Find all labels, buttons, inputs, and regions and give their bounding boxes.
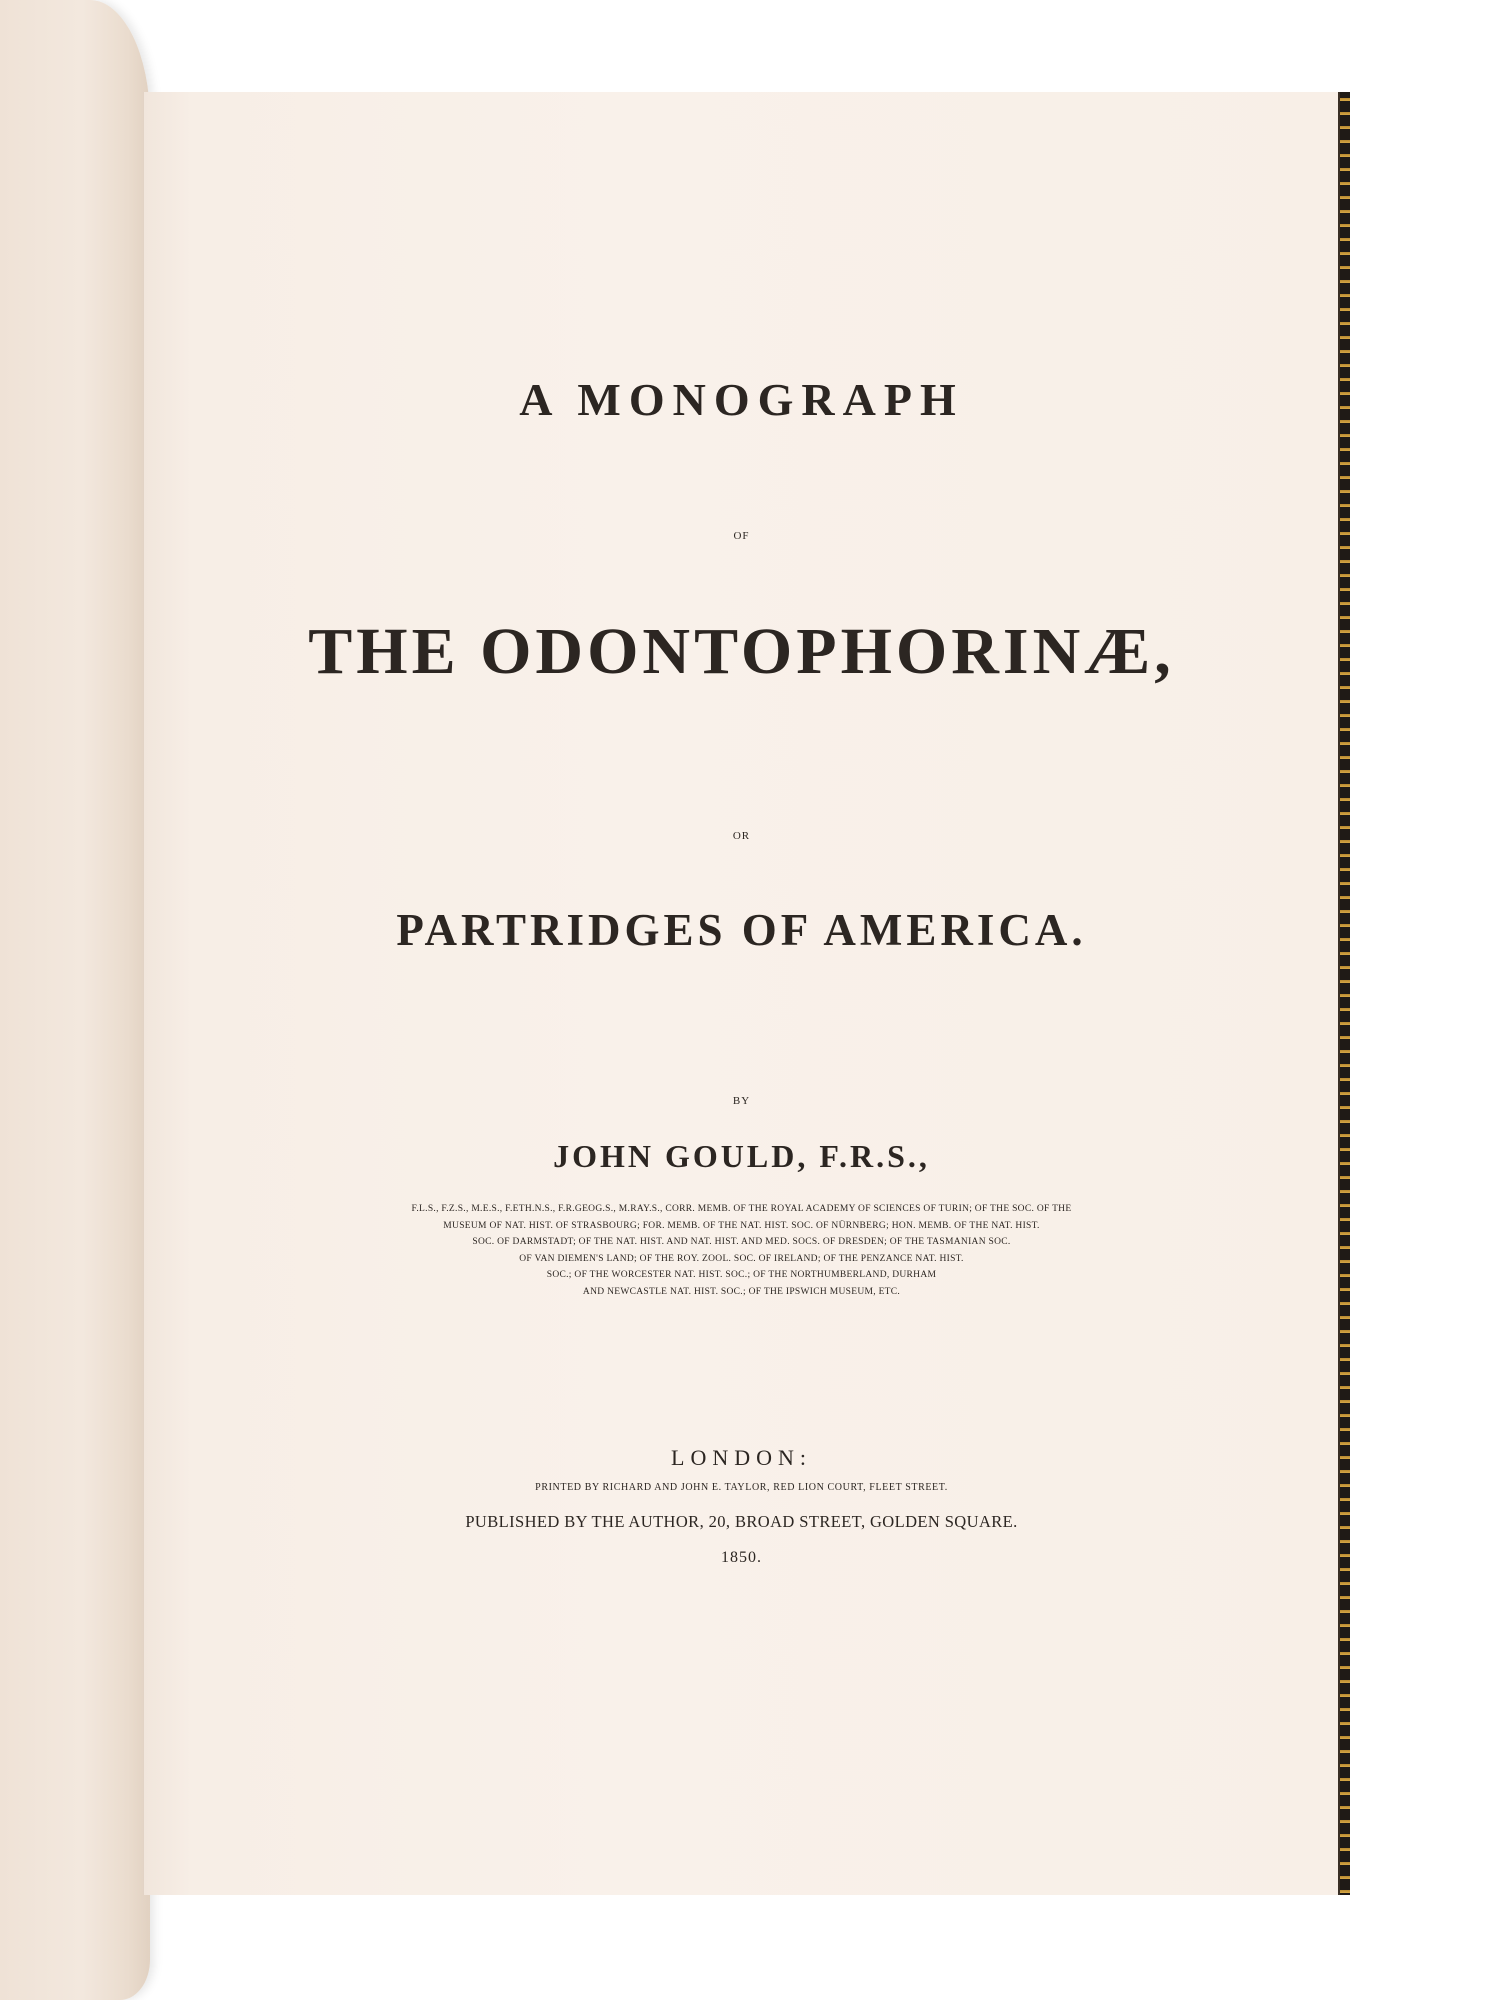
credentials-line: OF VAN DIEMEN'S LAND; OF THE ROY. ZOOL. SOC. OF IRELAND; OF THE PENZANCE NAT. HIST.: [519, 1253, 964, 1264]
credentials-line: MUSEUM OF NAT. HIST. OF STRASBOURG; FOR. MEMB. OF THE NAT. HIST. SOC. OF NÜRNBERG; HON. MEMB. OF THE NAT. HIST.: [443, 1220, 1040, 1231]
title-line-1: A MONOGRAPH: [519, 374, 964, 425]
credentials-line: F.L.S., F.Z.S., M.E.S., F.ETH.N.S., F.R.GEOG.S., M.RAY.S., CORR. MEMB. OF THE ROYAL ACADEMY OF SCIENCES OF TURIN; OF THE SOC. OF THE: [411, 1204, 1072, 1214]
credentials-line: SOC. OF DARMSTADT; OF THE NAT. HIST. AND NAT. HIST. AND MED. SOCS. OF DRESDEN; OF THE TASMANIAN SOC.: [472, 1237, 1011, 1247]
gilt-page-edge: [1338, 92, 1350, 1895]
by-label: BY: [732, 1095, 751, 1107]
printer-line: PRINTED BY RICHARD AND JOHN E. TAYLOR, RED LION COURT, FLEET STREET.: [535, 1482, 948, 1493]
publisher-line: PUBLISHED BY THE AUTHOR, 20, BROAD STREET, GOLDEN SQUARE.: [465, 1512, 1018, 1531]
title-line-2: THE ODONTOPHORINÆ,: [308, 615, 1175, 688]
credentials-line: SOC.; OF THE WORCESTER NAT. HIST. SOC.; OF THE NORTHUMBERLAND, DURHAM: [546, 1270, 937, 1280]
publication-year: 1850.: [721, 1549, 762, 1566]
place-of-publication: LONDON:: [671, 1445, 812, 1470]
author-name: JOHN GOULD, F.R.S.,: [553, 1138, 930, 1174]
title-line-3: PARTRIDGES OF AMERICA.: [396, 905, 1087, 955]
of-label: OF: [733, 530, 750, 542]
author-credentials: [274, 1201, 1209, 1300]
title-page: [143, 92, 1339, 1895]
or-label: OR: [732, 830, 751, 842]
credentials-line: AND NEWCASTLE NAT. HIST. SOC.; OF THE IPSWICH MUSEUM, ETC.: [582, 1286, 901, 1297]
left-page: [0, 0, 150, 2000]
